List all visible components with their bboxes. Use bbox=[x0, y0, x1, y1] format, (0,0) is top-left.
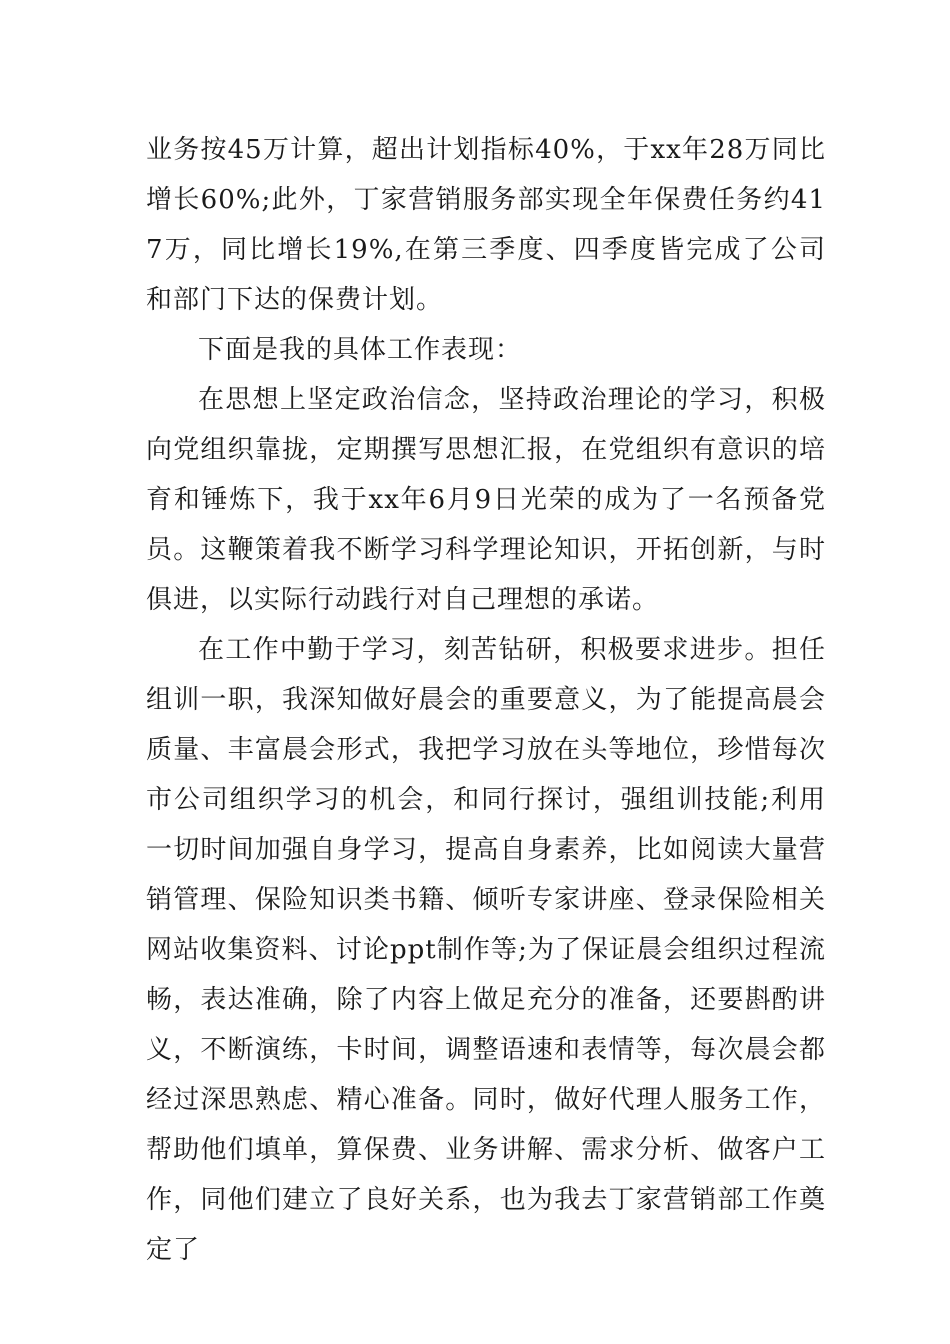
paragraph-2: 下面是我的具体工作表现： bbox=[198, 335, 523, 365]
document-body bbox=[146, 125, 826, 1275]
paragraph-3: 在思想上坚定政治信念，坚持政治理论的学习，积极向党组织靠拢，定期撰写思想汇报，在党组织有意识的培育和锤炼下，我于xx年6月9日光荣的成为了一名预备党员。这鞭策着我不断学习科学理论知识，开拓创新，与时俱进，以实际行动践行对自己理想的承诺。 bbox=[146, 385, 826, 615]
paragraph-4: 在工作中勤于学习，刻苦钻研，积极要求进步。担任组训一职，我深知做好晨会的重要意义，为了能提高晨会质量、丰富晨会形式，我把学习放在头等地位，珍惜每次市公司组织学习的机会，和同行探讨，强组训技能;利用一切时间加强自身学习，提高自身素养，比如阅读大量营销管理、保险知识类书籍、倾听专家讲座、登录保险相关网站收集资料、讨论ppt制作等;为了保证晨会组织过程流畅，表达准确，除了内容上做足充分的准备，还要斟酌讲义，不断演练，卡时间，调整语速和表情等，每次晨会都经过深思熟虑、精心准备。同时，做好代理人服务工作，帮助他们填单，算保费、业务讲解、需求分析、做客户工作，同他们建立了良好关系，也为我去丁家营销部工作奠定了 bbox=[146, 635, 826, 1265]
paragraph-1: 业务按45万计算，超出计划指标40%，于xx年28万同比增长60%;此外，丁家营销服务部实现全年保费任务约417万，同比增长19%,在第三季度、四季度皆完成了公司和部门下达的保费计划。 bbox=[146, 135, 826, 315]
